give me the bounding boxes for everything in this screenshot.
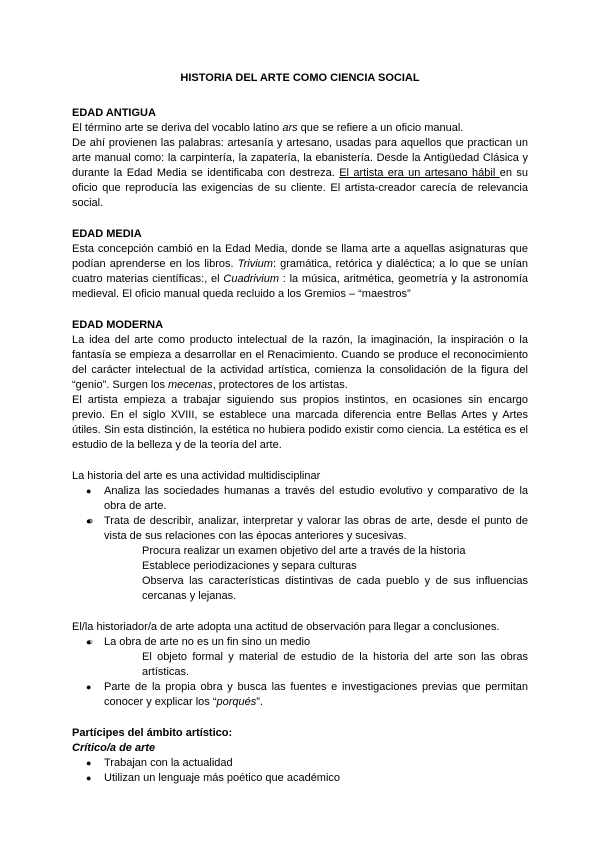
text-run: De ahí provienen las palabras: artesanía y artesano, usadas para aquellos que practican un arte manual como: la carpintería, la zapatería, la ebanistería. Desde la Antigüedad Clásica y durante la Edad Media se identificaba con destreza. bbox=[72, 137, 528, 179]
section-edad-moderna bbox=[72, 318, 528, 453]
document-body bbox=[72, 71, 528, 802]
antigua-paragraph-2 bbox=[72, 136, 528, 211]
list-item bbox=[104, 635, 528, 680]
list-item bbox=[104, 680, 528, 710]
heading-edad-media: EDAD MEDIA bbox=[72, 228, 142, 240]
list-item bbox=[104, 514, 528, 604]
bullet-list bbox=[72, 756, 528, 786]
text-run: que se refiere a un oficio manual. bbox=[297, 122, 464, 134]
sub-list-item: ○ Procura realizar un examen objetivo del arte a través de la historia bbox=[142, 544, 528, 559]
section-participes bbox=[72, 726, 528, 786]
text-run: El término arte se deriva del vocablo latino bbox=[72, 122, 283, 134]
section-edad-antigua bbox=[72, 106, 528, 211]
heading-edad-moderna: EDAD MODERNA bbox=[72, 319, 164, 331]
list-item-text: Trata de describir, analizar, interpretar y valorar las obras de arte, desde el punto de vista de sus relaciones con las épocas anteriores y sucesivas. bbox=[104, 515, 528, 542]
sub-list-item: ○ Observa las características distintivas de cada pueblo y de sus influencias cercanas y lejanas. bbox=[142, 574, 528, 604]
section-multidisciplinar bbox=[72, 469, 528, 604]
term-mecenas: mecenas bbox=[168, 379, 213, 391]
text-run: La idea del arte como producto intelectual de la razón, la imaginación, la inspiración o la fantasía se empieza a desarrollar en el Renacimiento. Cuando se produce el reconocimiento del carácter intelectual de la actividad artística, comienza la consolidación de la figura del “genio”. Surgen los bbox=[72, 334, 528, 391]
list-item: ● Utilizan un lenguaje más poético que académico bbox=[104, 771, 528, 786]
bullet-list bbox=[72, 635, 528, 710]
term-cuadrivium: Cuadrivium bbox=[223, 273, 280, 285]
sub-list-item: ○ El objeto formal y material de estudio de la historia del arte son las obras artísticas. bbox=[142, 650, 528, 680]
sub-list-item: ○ Establece periodizaciones y separa culturas bbox=[142, 559, 528, 574]
section-edad-media bbox=[72, 227, 528, 302]
moderna-paragraph-1 bbox=[72, 333, 528, 393]
media-paragraph bbox=[72, 242, 528, 302]
list-item-text: La obra de arte no es un fin sino un medio bbox=[104, 636, 311, 648]
section-observacion bbox=[72, 620, 528, 710]
sub-bullet-list bbox=[104, 650, 528, 680]
text-run: : la música, aritmética, geometría y la astronomía medieval. El oficio manual queda recluido a los Gremios – “maestros” bbox=[72, 273, 528, 300]
text-run: Parte de la propia obra y busca las fuentes e investigaciones previas que permitan conocer y explicar los “ bbox=[104, 681, 528, 708]
term-ars: ars bbox=[282, 122, 298, 134]
multi-intro: La historia del arte es una actividad multidisciplinar bbox=[72, 470, 321, 482]
moderna-paragraph-2: El artista empieza a trabajar siguiendo sus propios instintos, en ocasiones sin encargo previo. En el siglo XVIII, se establece una marcada diferencia entre Bellas Artes y Artes útiles. Sin esta distinción, la estética no hubiera podido existir como ciencia. La estética es el estudio de la belleza y de la teoría del arte. bbox=[72, 394, 528, 451]
underlined-phrase: El artista era un artesano hábil bbox=[339, 167, 500, 179]
observacion-intro: El/la historiador/a de arte adopta una actitud de observación para llegar a conclusiones. bbox=[72, 621, 500, 633]
bullet-list bbox=[72, 484, 528, 604]
antigua-paragraph-1 bbox=[72, 121, 528, 136]
text-run: Esta concepción cambió en la Edad Media, donde se llama arte a aquellas asignaturas que podían aprenderse en los libros. bbox=[72, 243, 528, 270]
subheading-critico: Crítico/a de arte bbox=[72, 742, 156, 754]
heading-participes: Partícipes del ámbito artístico: bbox=[72, 727, 233, 739]
heading-edad-antigua: EDAD ANTIGUA bbox=[72, 107, 156, 119]
text-run: en su oficio que reproducía las exigencias de su cliente. El artista-creador carecía de relevancia social. bbox=[72, 167, 528, 209]
document-title: HISTORIA DEL ARTE COMO CIENCIA SOCIAL bbox=[180, 72, 420, 84]
list-item: ● Analiza las sociedades humanas a través del estudio evolutivo y comparativo de la obra de arte. bbox=[104, 484, 528, 514]
term-porques: porqués bbox=[216, 696, 257, 708]
term-trivium: Trivium bbox=[237, 258, 273, 270]
sub-bullet-list bbox=[104, 544, 528, 604]
text-run: : gramática, retórica y dialéctica; a lo que se unían cuatro materias científicas:, el bbox=[72, 258, 528, 285]
list-item: ● Trabajan con la actualidad bbox=[104, 756, 528, 771]
text-run: , protectores de los artistas. bbox=[212, 379, 348, 391]
text-run: ”. bbox=[256, 696, 263, 708]
